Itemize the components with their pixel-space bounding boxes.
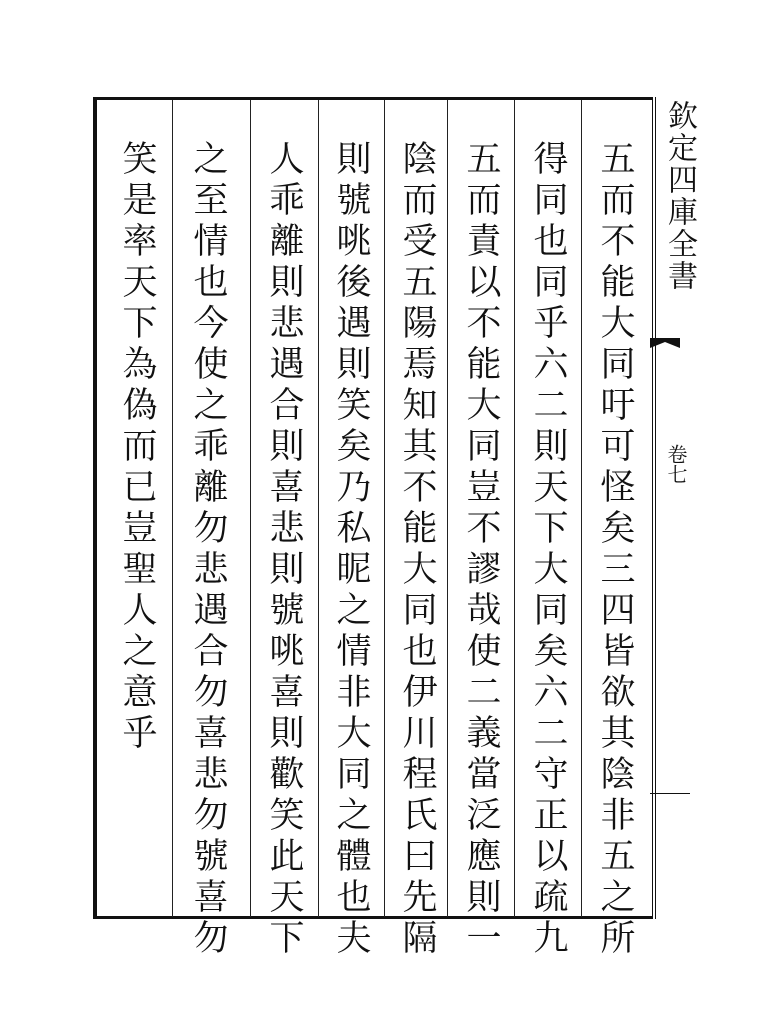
book-title: 欽定四庫全書 bbox=[662, 100, 697, 292]
margin-divider bbox=[650, 793, 690, 794]
column-text: 陰而受五陽焉知其不能大同也伊川程氏曰先隔 bbox=[397, 140, 437, 960]
text-column-7 bbox=[177, 140, 239, 960]
column-divider bbox=[318, 100, 319, 917]
column-divider bbox=[581, 100, 582, 917]
text-column-3 bbox=[450, 140, 512, 960]
column-text: 得同也同乎六二則天下大同矣六二守正以疏九 bbox=[528, 140, 568, 960]
column-text: 則號咷後遇則笑矣乃私昵之情非大同之體也夫 bbox=[331, 140, 371, 960]
text-column-8 bbox=[106, 140, 168, 910]
text-column-1 bbox=[584, 140, 646, 960]
text-column-2 bbox=[517, 140, 579, 960]
volume-label: 卷七 bbox=[664, 444, 688, 484]
column-divider bbox=[514, 100, 515, 917]
column-text: 笑是率天下為偽而已豈聖人之意乎 bbox=[117, 140, 157, 755]
fishtail-mark-icon bbox=[650, 336, 680, 356]
column-text: 人乖離則悲遇合則喜悲則號咷喜則歡笑此天下 bbox=[264, 140, 304, 960]
column-divider bbox=[250, 100, 251, 917]
column-divider bbox=[172, 100, 173, 917]
text-column-5 bbox=[320, 140, 382, 960]
column-divider bbox=[384, 100, 385, 917]
text-column-4 bbox=[386, 140, 448, 960]
text-column-6 bbox=[253, 140, 315, 960]
column-text: 之至情也今使之乖離勿悲遇合勿喜悲勿號喜勿 bbox=[188, 140, 228, 960]
column-text: 五而責以不能大同豈不謬哉使二義當泛應則一 bbox=[461, 140, 501, 960]
column-text: 五而不能大同吁可怪矣三四皆欲其陰非五之所 bbox=[595, 140, 635, 960]
